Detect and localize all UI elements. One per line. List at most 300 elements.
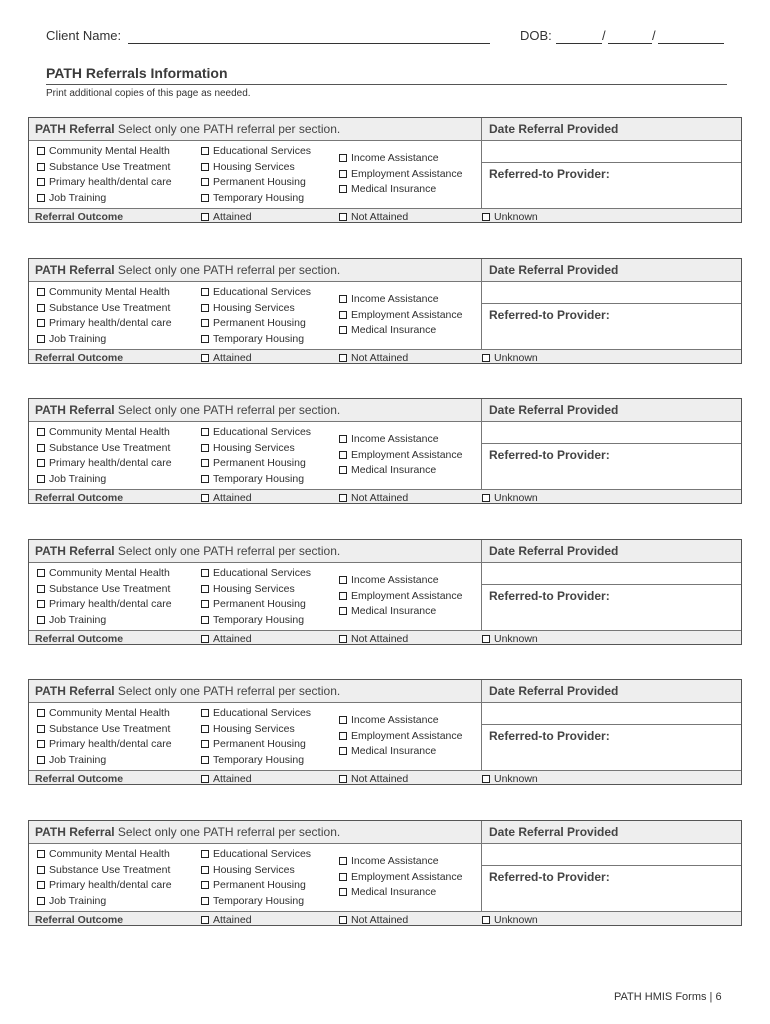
checkbox[interactable]: [201, 147, 209, 155]
outcome-option[interactable]: [201, 492, 252, 504]
option-label: Permanent Housing: [213, 738, 306, 750]
referral-option[interactable]: [37, 598, 172, 610]
checkbox[interactable]: [201, 635, 209, 643]
option-label: Housing Services: [213, 723, 295, 735]
option-label: Primary health/dental care: [49, 598, 172, 610]
referral-header-bold: PATH Referral: [35, 825, 115, 839]
checkbox[interactable]: [37, 475, 45, 483]
date-referral-header: [482, 540, 741, 563]
checkbox[interactable]: [339, 747, 347, 755]
checkbox[interactable]: [339, 354, 347, 362]
referral-option[interactable]: [201, 457, 306, 469]
checkbox[interactable]: [201, 725, 209, 733]
checkbox[interactable]: [201, 775, 209, 783]
referral-option[interactable]: [37, 317, 172, 329]
checkbox[interactable]: [339, 635, 347, 643]
referral-option[interactable]: [339, 730, 462, 742]
referral-option[interactable]: [339, 745, 436, 757]
date-field-divider: [482, 443, 741, 444]
outcome-option[interactable]: [201, 211, 252, 223]
referral-option[interactable]: [37, 442, 170, 454]
checkbox[interactable]: [201, 304, 209, 312]
referral-option[interactable]: [339, 590, 462, 602]
option-label: Income Assistance: [351, 293, 439, 305]
option-label: Income Assistance: [351, 574, 439, 586]
referral-option[interactable]: [37, 864, 170, 876]
checkbox[interactable]: [482, 775, 490, 783]
checkbox[interactable]: [339, 326, 347, 334]
checkbox[interactable]: [201, 335, 209, 343]
option-label: Substance Use Treatment: [49, 583, 171, 595]
option-label: Permanent Housing: [213, 457, 306, 469]
option-label: Housing Services: [213, 442, 295, 454]
referral-header-text: [35, 684, 340, 698]
referral-option[interactable]: [37, 457, 172, 469]
referral-option[interactable]: [37, 176, 172, 188]
referral-option[interactable]: [339, 152, 439, 164]
outcome-option-label: Not Attained: [351, 352, 409, 364]
outcome-option-label: Attained: [213, 211, 252, 223]
option-label: Community Mental Health: [49, 286, 170, 298]
outcome-option-label: Unknown: [494, 492, 538, 504]
page-footer: PATH HMIS Forms | 6: [614, 991, 722, 1003]
referral-option[interactable]: [201, 333, 304, 345]
referral-outcome-label: Referral Outcome: [35, 773, 124, 785]
checkbox[interactable]: [339, 775, 347, 783]
referral-header: [29, 259, 481, 282]
outcome-option-label: Attained: [213, 773, 252, 785]
option-label: Substance Use Treatment: [49, 864, 171, 876]
dob-year-field[interactable]: [658, 43, 724, 44]
referral-option[interactable]: [339, 293, 439, 305]
checkbox[interactable]: [201, 616, 209, 624]
referral-header-instruction: Select only one PATH referral per section.: [114, 825, 341, 839]
option-label: Substance Use Treatment: [49, 161, 171, 173]
referral-section-5: [28, 679, 742, 785]
referral-option[interactable]: [37, 879, 172, 891]
referral-header-instruction: Select only one PATH referral per section.: [114, 122, 341, 136]
checkbox[interactable]: [37, 756, 45, 764]
option-label: Employment Assistance: [351, 449, 463, 461]
referred-to-provider-label: Referred-to Provider:: [489, 308, 610, 322]
checkbox[interactable]: [201, 569, 209, 577]
option-label: Income Assistance: [351, 152, 439, 164]
option-label: Community Mental Health: [49, 707, 170, 719]
referral-option[interactable]: [37, 738, 172, 750]
referral-option[interactable]: [201, 723, 295, 735]
referral-header: [29, 118, 481, 141]
referred-to-provider-label: Referred-to Provider:: [489, 729, 610, 743]
checkbox[interactable]: [201, 585, 209, 593]
option-label: Permanent Housing: [213, 598, 306, 610]
option-label: Community Mental Health: [49, 848, 170, 860]
checkbox[interactable]: [201, 916, 209, 924]
referral-section-2: [28, 258, 742, 364]
outcome-option-label: Attained: [213, 633, 252, 645]
checkbox[interactable]: [37, 725, 45, 733]
checkbox[interactable]: [37, 444, 45, 452]
referral-option[interactable]: [339, 449, 462, 461]
checkbox[interactable]: [37, 428, 45, 436]
referral-header-instruction: Select only one PATH referral per section.: [114, 544, 341, 558]
referral-option[interactable]: [201, 473, 304, 485]
checkbox[interactable]: [339, 311, 347, 319]
outcome-option[interactable]: [201, 352, 252, 364]
option-label: Employment Assistance: [351, 871, 463, 883]
section-subtitle: Print additional copies of this page as needed.: [46, 88, 251, 99]
referral-option[interactable]: [201, 145, 311, 157]
referral-section-3: [28, 398, 742, 504]
date-referral-label: Date Referral Provided: [489, 403, 619, 417]
referral-header-bold: PATH Referral: [35, 263, 115, 277]
referral-option[interactable]: [37, 286, 170, 298]
referral-outcome-label: Referral Outcome: [35, 914, 124, 926]
option-label: Medical Insurance: [351, 183, 437, 195]
checkbox[interactable]: [37, 459, 45, 467]
referral-option[interactable]: [201, 192, 304, 204]
option-label: Temporary Housing: [213, 192, 305, 204]
checkbox[interactable]: [201, 459, 209, 467]
outcome-option-label: Unknown: [494, 633, 538, 645]
referral-option[interactable]: [201, 895, 304, 907]
checkbox[interactable]: [201, 600, 209, 608]
referral-option[interactable]: [201, 302, 295, 314]
checkbox[interactable]: [37, 897, 45, 905]
checkbox[interactable]: [201, 428, 209, 436]
checkbox[interactable]: [339, 451, 347, 459]
outcome-option-label: Not Attained: [351, 492, 409, 504]
referral-option[interactable]: [37, 583, 170, 595]
checkbox[interactable]: [339, 607, 347, 615]
referral-option[interactable]: [201, 161, 295, 173]
outcome-option[interactable]: [339, 773, 408, 785]
referral-outcome-label: Referral Outcome: [35, 633, 124, 645]
referral-option[interactable]: [37, 426, 170, 438]
referral-option[interactable]: [37, 754, 106, 766]
referral-option[interactable]: [339, 464, 436, 476]
checkbox[interactable]: [37, 866, 45, 874]
checkbox[interactable]: [201, 494, 209, 502]
option-label: Housing Services: [213, 302, 295, 314]
checkbox[interactable]: [37, 585, 45, 593]
option-label: Substance Use Treatment: [49, 442, 171, 454]
checkbox[interactable]: [201, 213, 209, 221]
option-label: Educational Services: [213, 426, 312, 438]
referral-option[interactable]: [339, 324, 436, 336]
checkbox[interactable]: [37, 850, 45, 858]
date-field-divider: [482, 584, 741, 585]
referral-option[interactable]: [37, 473, 106, 485]
referral-header-text: [35, 122, 340, 136]
referral-option[interactable]: [201, 442, 295, 454]
outcome-option-label: Not Attained: [351, 211, 409, 223]
referral-option[interactable]: [37, 161, 170, 173]
option-label: Primary health/dental care: [49, 457, 172, 469]
option-label: Medical Insurance: [351, 605, 437, 617]
section-title: PATH Referrals Information: [46, 65, 228, 81]
date-field-divider: [482, 865, 741, 866]
option-label: Job Training: [49, 895, 107, 907]
client-info-row: [46, 28, 726, 48]
outcome-option-label: Not Attained: [351, 633, 409, 645]
checkbox[interactable]: [339, 716, 347, 724]
checkbox[interactable]: [201, 850, 209, 858]
checkbox[interactable]: [37, 319, 45, 327]
date-referral-header: [482, 259, 741, 282]
referral-header-instruction: Select only one PATH referral per section.: [114, 263, 341, 277]
option-label: Job Training: [49, 333, 107, 345]
referral-option[interactable]: [201, 707, 311, 719]
referral-option[interactable]: [339, 168, 462, 180]
date-referral-header: [482, 821, 741, 844]
option-label: Permanent Housing: [213, 317, 306, 329]
checkbox[interactable]: [201, 354, 209, 362]
dob-label: DOB:: [520, 28, 552, 43]
checkbox[interactable]: [201, 866, 209, 874]
checkbox[interactable]: [339, 435, 347, 443]
referral-header-instruction: Select only one PATH referral per section.: [114, 403, 341, 417]
checkbox[interactable]: [339, 888, 347, 896]
checkbox[interactable]: [201, 881, 209, 889]
referral-option[interactable]: [37, 848, 170, 860]
checkbox[interactable]: [201, 178, 209, 186]
checkbox[interactable]: [37, 178, 45, 186]
referred-to-provider-label: Referred-to Provider:: [489, 589, 610, 603]
checkbox[interactable]: [201, 163, 209, 171]
date-referral-label: Date Referral Provided: [489, 684, 619, 698]
outcome-option[interactable]: [201, 633, 252, 645]
outcome-option[interactable]: [201, 773, 252, 785]
referral-option[interactable]: [339, 433, 439, 445]
referral-option[interactable]: [201, 598, 306, 610]
checkbox[interactable]: [339, 213, 347, 221]
dob-separator-2: /: [652, 28, 656, 43]
referral-option[interactable]: [201, 583, 295, 595]
checkbox[interactable]: [37, 304, 45, 312]
option-label: Job Training: [49, 192, 107, 204]
referral-outcome-label: Referral Outcome: [35, 211, 124, 223]
referral-option[interactable]: [37, 723, 170, 735]
date-referral-label: Date Referral Provided: [489, 825, 619, 839]
referral-option[interactable]: [37, 895, 106, 907]
option-label: Medical Insurance: [351, 464, 437, 476]
dob-month-field[interactable]: [556, 43, 602, 44]
checkbox[interactable]: [37, 288, 45, 296]
outcome-option[interactable]: [482, 492, 538, 504]
checkbox[interactable]: [201, 897, 209, 905]
option-label: Substance Use Treatment: [49, 723, 171, 735]
outcome-option-label: Attained: [213, 914, 252, 926]
option-label: Housing Services: [213, 161, 295, 173]
referral-header-text: [35, 544, 340, 558]
referral-header-instruction: Select only one PATH referral per section.: [114, 684, 341, 698]
outcome-option[interactable]: [482, 773, 538, 785]
outcome-option[interactable]: [482, 633, 538, 645]
date-referral-header: [482, 399, 741, 422]
checkbox[interactable]: [201, 444, 209, 452]
checkbox[interactable]: [201, 319, 209, 327]
referral-option[interactable]: [201, 738, 306, 750]
option-label: Employment Assistance: [351, 168, 463, 180]
option-label: Temporary Housing: [213, 333, 305, 345]
option-label: Primary health/dental care: [49, 879, 172, 891]
checkbox[interactable]: [482, 354, 490, 362]
option-label: Housing Services: [213, 583, 295, 595]
checkbox[interactable]: [37, 569, 45, 577]
referral-option[interactable]: [201, 317, 306, 329]
referral-option[interactable]: [201, 614, 304, 626]
referral-option[interactable]: [339, 605, 436, 617]
referral-header-bold: PATH Referral: [35, 122, 115, 136]
outcome-option[interactable]: [339, 914, 408, 926]
referral-header: [29, 399, 481, 422]
checkbox[interactable]: [37, 881, 45, 889]
checkbox[interactable]: [201, 756, 209, 764]
referral-option[interactable]: [339, 855, 439, 867]
referral-outcome-label: Referral Outcome: [35, 492, 124, 504]
checkbox[interactable]: [37, 740, 45, 748]
option-label: Income Assistance: [351, 855, 439, 867]
outcome-option[interactable]: [339, 633, 408, 645]
referral-option[interactable]: [37, 707, 170, 719]
checkbox[interactable]: [201, 475, 209, 483]
referral-option[interactable]: [339, 183, 436, 195]
referred-to-provider-label: Referred-to Provider:: [489, 448, 610, 462]
checkbox[interactable]: [339, 154, 347, 162]
checkbox[interactable]: [339, 295, 347, 303]
checkbox[interactable]: [37, 163, 45, 171]
checkbox[interactable]: [201, 709, 209, 717]
referral-option[interactable]: [37, 145, 170, 157]
option-label: Medical Insurance: [351, 886, 437, 898]
outcome-option[interactable]: [482, 211, 538, 223]
referral-section-6: [28, 820, 742, 926]
outcome-option[interactable]: [482, 352, 538, 364]
checkbox[interactable]: [37, 709, 45, 717]
referral-option[interactable]: [201, 426, 311, 438]
referral-header-text: [35, 825, 340, 839]
checkbox[interactable]: [37, 600, 45, 608]
referral-option[interactable]: [201, 567, 311, 579]
checkbox[interactable]: [339, 857, 347, 865]
outcome-option-label: Unknown: [494, 914, 538, 926]
dob-day-field[interactable]: [608, 43, 652, 44]
option-label: Substance Use Treatment: [49, 302, 171, 314]
option-label: Job Training: [49, 473, 107, 485]
referral-option[interactable]: [339, 574, 439, 586]
referral-option[interactable]: [37, 614, 106, 626]
outcome-option-label: Unknown: [494, 211, 538, 223]
option-label: Permanent Housing: [213, 879, 306, 891]
referral-option[interactable]: [201, 864, 295, 876]
option-label: Employment Assistance: [351, 309, 463, 321]
checkbox[interactable]: [482, 213, 490, 221]
referral-option[interactable]: [201, 286, 311, 298]
option-label: Educational Services: [213, 567, 312, 579]
referral-header: [29, 680, 481, 703]
checkbox[interactable]: [482, 916, 490, 924]
referral-header-bold: PATH Referral: [35, 684, 115, 698]
outcome-option-label: Not Attained: [351, 773, 409, 785]
option-label: Permanent Housing: [213, 176, 306, 188]
checkbox[interactable]: [339, 170, 347, 178]
checkbox[interactable]: [339, 592, 347, 600]
checkbox[interactable]: [339, 873, 347, 881]
referral-option[interactable]: [37, 302, 170, 314]
referral-header-bold: PATH Referral: [35, 544, 115, 558]
checkbox[interactable]: [339, 732, 347, 740]
checkbox[interactable]: [201, 740, 209, 748]
outcome-option[interactable]: [339, 211, 408, 223]
referral-header-bold: PATH Referral: [35, 403, 115, 417]
referral-option[interactable]: [339, 714, 439, 726]
checkbox[interactable]: [339, 466, 347, 474]
checkbox[interactable]: [482, 494, 490, 502]
referral-section-4: [28, 539, 742, 645]
outcome-option[interactable]: [339, 352, 408, 364]
referred-to-provider-label: Referred-to Provider:: [489, 167, 610, 181]
checkbox[interactable]: [37, 194, 45, 202]
option-label: Temporary Housing: [213, 895, 305, 907]
checkbox[interactable]: [482, 635, 490, 643]
referral-option[interactable]: [37, 192, 106, 204]
outcome-option[interactable]: [201, 914, 252, 926]
outcome-option-label: Not Attained: [351, 914, 409, 926]
referral-option[interactable]: [201, 176, 306, 188]
checkbox[interactable]: [339, 185, 347, 193]
outcome-option[interactable]: [482, 914, 538, 926]
referral-option[interactable]: [339, 871, 462, 883]
checkbox[interactable]: [339, 916, 347, 924]
option-label: Educational Services: [213, 848, 312, 860]
checkbox[interactable]: [201, 288, 209, 296]
option-label: Income Assistance: [351, 433, 439, 445]
outcome-option-label: Attained: [213, 492, 252, 504]
option-label: Housing Services: [213, 864, 295, 876]
referral-option[interactable]: [201, 879, 306, 891]
checkbox[interactable]: [339, 494, 347, 502]
date-referral-header: [482, 680, 741, 703]
option-label: Community Mental Health: [49, 145, 170, 157]
checkbox[interactable]: [339, 576, 347, 584]
referral-header-text: [35, 403, 340, 417]
option-label: Educational Services: [213, 707, 312, 719]
checkbox[interactable]: [37, 616, 45, 624]
date-referral-header: [482, 118, 741, 141]
option-label: Employment Assistance: [351, 590, 463, 602]
option-label: Educational Services: [213, 145, 312, 157]
referral-outcome-label: Referral Outcome: [35, 352, 124, 364]
referral-option[interactable]: [201, 848, 311, 860]
option-label: Primary health/dental care: [49, 317, 172, 329]
referral-header: [29, 540, 481, 563]
referral-option[interactable]: [37, 333, 106, 345]
referral-option[interactable]: [339, 886, 436, 898]
outcome-option[interactable]: [339, 492, 408, 504]
referral-header-text: [35, 263, 340, 277]
client-name-field[interactable]: [128, 43, 490, 44]
checkbox[interactable]: [37, 335, 45, 343]
date-referral-label: Date Referral Provided: [489, 263, 619, 277]
referral-option[interactable]: [37, 567, 170, 579]
option-label: Temporary Housing: [213, 754, 305, 766]
date-referral-label: Date Referral Provided: [489, 122, 619, 136]
option-label: Employment Assistance: [351, 730, 463, 742]
checkbox[interactable]: [201, 194, 209, 202]
referral-option[interactable]: [339, 309, 462, 321]
checkbox[interactable]: [37, 147, 45, 155]
referral-option[interactable]: [201, 754, 304, 766]
